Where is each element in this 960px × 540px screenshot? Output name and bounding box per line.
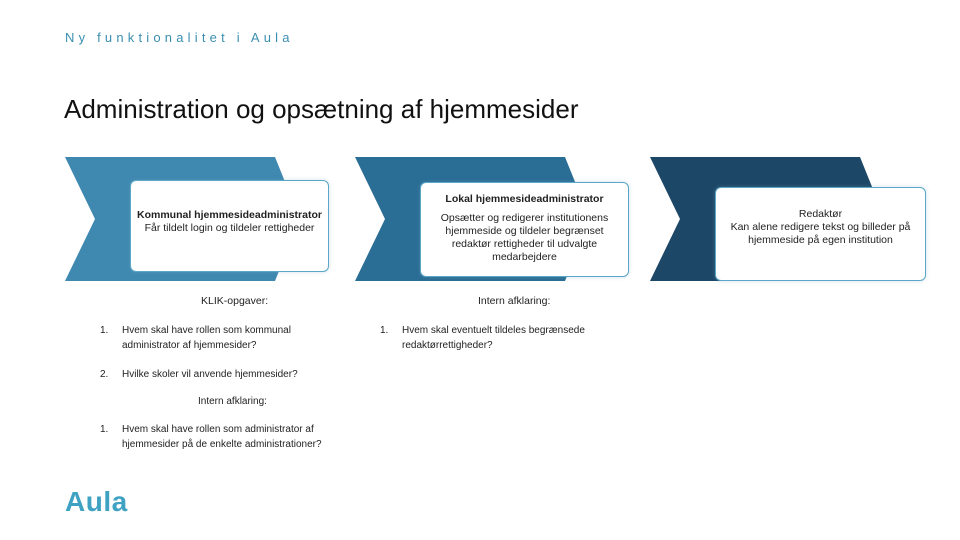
left-sub-list: [100, 422, 350, 452]
left-task-list: [100, 323, 330, 382]
list-item-text: Hvem skal have rollen som kommunal administrator af hjemmesider?: [122, 325, 291, 351]
step-card-1: [130, 180, 329, 272]
list-item-number: 1.: [100, 325, 109, 336]
step-card-3: [715, 187, 926, 281]
list-item-number: 1.: [100, 424, 109, 435]
step-3-description: Kan alene redigere tekst og billeder på hjemmeside på egen institution: [730, 221, 911, 246]
step-3-title: Redaktør: [798, 208, 843, 220]
list-item-number: 1.: [380, 325, 389, 336]
step-1-description: Får tildelt login og tildeler rettigheder: [144, 222, 315, 234]
list-item-text: Hvem skal eventuelt tildeles begrænsede redaktørrettigheder?: [402, 325, 585, 351]
aula-logo: Aula: [65, 486, 128, 517]
list-item: [100, 422, 350, 452]
step-2-description: Opsætter og redigerer institutionens hjemmeside og tildeler begrænset redaktør rettigheder til udvalgte medarbejdere: [440, 212, 609, 263]
page-title: Administration og opsætning af hjemmesider: [64, 94, 579, 124]
list-item-number: 2.: [100, 369, 109, 380]
step-card-2: [420, 182, 629, 277]
step-1-title: Kommunal hjemmesideadministrator: [137, 209, 322, 221]
list-item-text: Hvilke skoler vil anvende hjemmesider?: [122, 369, 298, 380]
right-column-heading: Intern afklaring:: [478, 295, 551, 307]
list-item: [100, 367, 330, 382]
list-item-text: Hvem skal have rollen som administrator af hjemmesider på de enkelte administrationer?: [122, 424, 322, 450]
left-subheading: Intern afklaring:: [198, 396, 267, 407]
left-column-heading: KLIK-opgaver:: [201, 295, 269, 307]
list-item: [100, 323, 330, 353]
eyebrow-text: Ny funktionalitet i Aula: [65, 30, 294, 45]
right-task-list: [380, 323, 620, 353]
list-item: [380, 323, 620, 353]
step-2-title: Lokal hjemmesideadministrator: [445, 193, 604, 205]
